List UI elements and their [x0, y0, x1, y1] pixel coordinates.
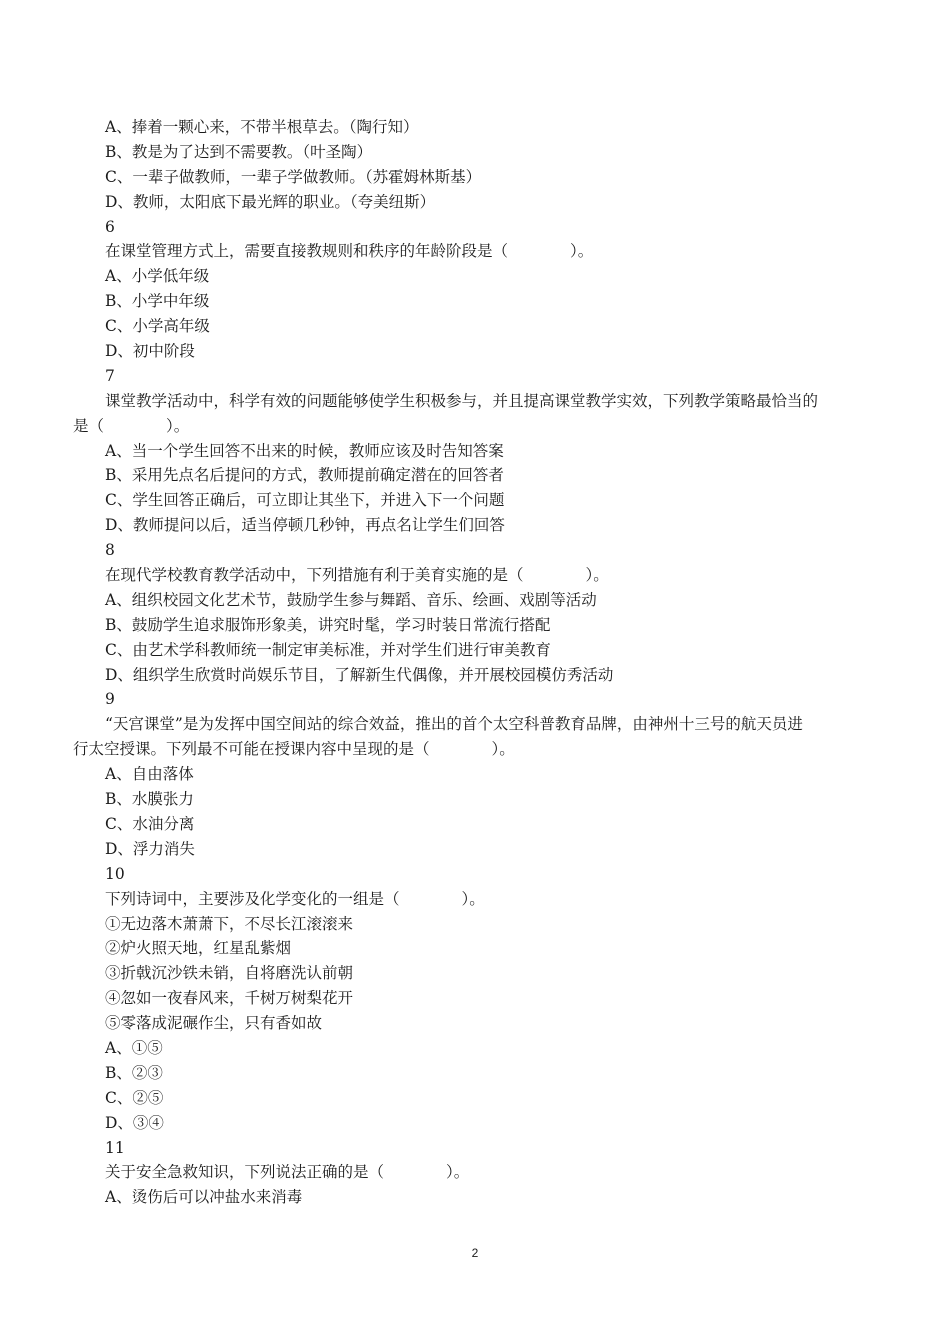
q9-stem-line-1: “天宫课堂”是为发挥中国空间站的综合效益，推出的首个太空科普教育品牌，由神州十三号的航天员进	[105, 715, 803, 734]
q8-option-b: B、鼓励学生追求服饰形象美，讲究时髦，学习时装日常流行搭配	[105, 615, 551, 634]
q7-stem-line-1: 课堂教学活动中，科学有效的问题能够使学生积极参与，并且提高课堂教学实效，下列教学策略最恰当的	[105, 391, 819, 410]
q6-option-a: A、小学低年级	[105, 267, 210, 286]
q6-option-b: B、小学中年级	[105, 292, 210, 311]
q8-option-d: D、组织学生欣赏时尚娱乐节目，了解新生代偶像，并开展校园模仿秀活动	[105, 665, 614, 684]
q9-option-a: A、自由落体	[105, 765, 194, 784]
q10-number: 10	[105, 864, 125, 883]
q11-number: 11	[105, 1138, 125, 1157]
q5-option-c: C、一辈子做教师，一辈子学做教师。（苏霍姆林斯基）	[105, 167, 482, 186]
page-number: 2	[471, 1246, 479, 1260]
q9-option-b: B、水膜张力	[105, 790, 194, 809]
q9-stem-line-2: 行太空授课。下列最不可能在授课内容中呈现的是（ ）。	[73, 740, 515, 759]
q9-number: 9	[105, 690, 115, 709]
q10-stem: 下列诗词中，主要涉及化学变化的一组是（ ）。	[105, 889, 485, 908]
q5-option-a: A、捧着一颗心来，不带半根草去。（陶行知）	[105, 118, 419, 136]
q7-option-c: C、学生回答正确后，可立即让其坐下，并进入下一个问题	[105, 491, 505, 510]
q8-stem: 在现代学校教育教学活动中，下列措施有利于美育实施的是（ ）。	[105, 566, 609, 585]
q6-number: 6	[105, 217, 115, 236]
q6-stem: 在课堂管理方式上，需要直接教规则和秩序的年龄阶段是（ ）。	[105, 242, 594, 261]
page-content	[73, 115, 878, 1210]
q7-option-a: A、当一个学生回答不出来的时候，教师应该及时告知答案	[105, 441, 504, 460]
q8-number: 8	[105, 541, 115, 560]
q10-item-2: ②炉火照天地，红星乱紫烟	[105, 939, 292, 958]
q8-option-a: A、组织校园文化艺术节，鼓励学生参与舞蹈、音乐、绘画、戏剧等活动	[105, 590, 597, 609]
q10-option-a: A、①⑤	[105, 1038, 163, 1057]
q6-option-d: D、初中阶段	[105, 342, 195, 361]
q10-item-3: ③折戟沉沙铁未销，自将磨洗认前朝	[105, 964, 354, 983]
q9-option-d: D、浮力消失	[105, 839, 195, 858]
q10-option-d: D、③④	[105, 1113, 164, 1132]
q11-option-a: A、烫伤后可以冲盐水来消毒	[105, 1188, 303, 1207]
q7-stem-line-2: 是（ ）。	[73, 416, 190, 435]
q7-option-d: D、教师提问以后，适当停顿几秒钟，再点名让学生们回答	[105, 516, 505, 535]
q5-option-d: D、教师，太阳底下最光辉的职业。（夸美纽斯）	[105, 192, 436, 211]
q10-item-5: ⑤零落成泥碾作尘，只有香如故	[105, 1014, 323, 1033]
q7-number: 7	[105, 366, 115, 385]
q5-option-b: B、教是为了达到不需要教。（叶圣陶）	[105, 142, 373, 161]
q10-item-4: ④忽如一夜春风来，千树万树梨花开	[105, 989, 354, 1008]
q9-option-c: C、水油分离	[105, 814, 195, 833]
q8-option-c: C、由艺术学科教师统一制定审美标准，并对学生们进行审美教育	[105, 640, 551, 659]
q10-item-1: ①无边落木萧萧下，不尽长江滚滚来	[105, 914, 354, 933]
q7-option-b: B、采用先点名后提问的方式，教师提前确定潜在的回答者	[105, 466, 504, 485]
q10-option-c: C、②⑤	[105, 1088, 164, 1107]
q10-option-b: B、②③	[105, 1063, 163, 1082]
q6-option-c: C、小学高年级	[105, 317, 210, 336]
q11-stem: 关于安全急救知识，下列说法正确的是（ ）。	[105, 1163, 470, 1182]
